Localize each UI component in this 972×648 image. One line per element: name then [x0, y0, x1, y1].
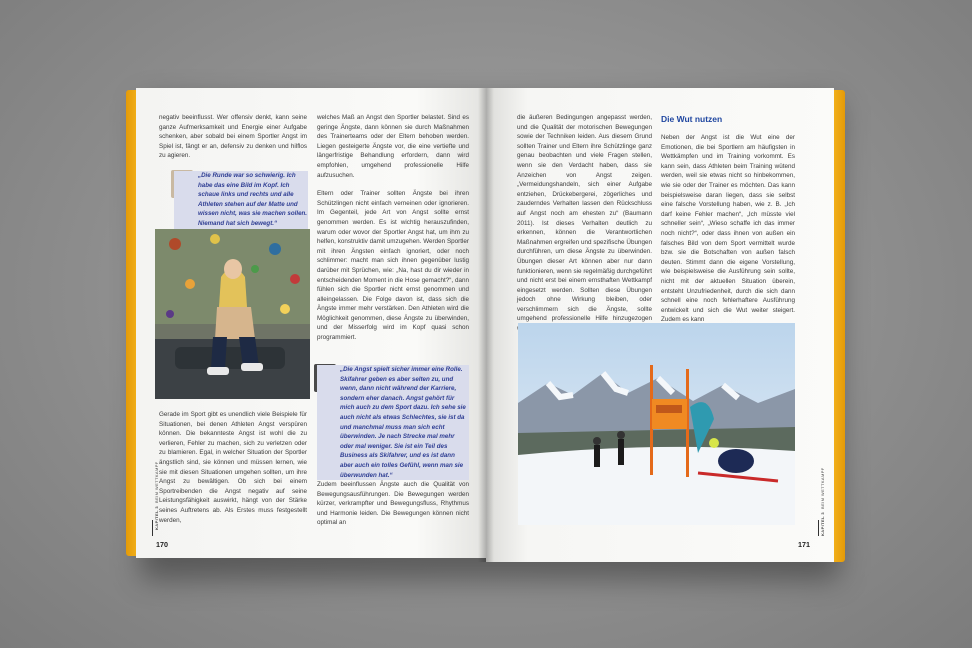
quote-text: „Die Runde war so schwierig. Ich habe das eine Bild im Kopf. Ich schaue links und rechts und alle Athleten stehen auf der Matte und wissen nicht, was sie machen sollen. Niemand hat sich bewegt.“ [198, 172, 308, 227]
quote-text: „Die Angst spielt sicher immer eine Rolle. Skifahrer geben es aber selten zu, und wenn, dann nicht während der Karriere, sondern eher danach. Angst gehört für mich auch zu dem Sport dazu. Ich sehe sie auch nicht als etwas Schlechtes, sie ist da und manchmal muss man sich echt überwinden. Je nach Strecke mal mehr oder mal weniger. Sie ist ein Teil des Business als Skifahrer, und es ist dann aber auch ein tolles Gefühl, wenn man sie überwunden hat.“ [340, 366, 466, 479]
running-head-right [820, 467, 825, 536]
right-col2 [661, 133, 795, 334]
chapter-title: BEIM WETTKAMPF [154, 461, 159, 503]
paragraph: Zudem beeinflussen Ängste auch die Qualität von Bewegungsausführungen. Die Bewegungen werden kürzer, verkrampfter und Bewegungsfluss, Rhythmus und Harmonie leiden. Die Bewegungen können nicht optimal an [317, 481, 469, 527]
chapter-label: KAPITEL 3 [154, 506, 159, 530]
paragraph: negativ beeinflusst. Wer offensiv denkt, kann seine ganze Aufmerksamkeit und Energie einer Aufgabe schenken, aber sobald bei einem Sportler Angst im Spiel ist, fängt er an, defensiv zu denken und hilflos zu agieren. [159, 114, 307, 160]
page-number-rule [818, 520, 819, 536]
ski-race-photo [518, 323, 795, 525]
paragraph: Neben der Angst ist die Wut eine der Emotionen, die bei Sportlern am häufigsten in Wettkämpfen und im Training vorkommt. Es kann sein, dass Athleten beim Training wütend werden, weil sie etwas nicht so hinbekommen, wie sie oder der Trainer es möchten. Das kann beispielsweise daran liegen, dass sie selbst eine falsche Vorstellung haben, wie z. B. „Ich darf keine Fehler machen“, „Ich müsste viel schneller sein“, „Wieso schaffe ich das immer noch nicht?“, oder dass ihnen von außen ein falsches Bild von dem Sport vermittelt wurde bzw. sie die Botschaften von außen falsch deuten. Stimmt dann die eigene Vorstellung, wie beispielsweise die Ausführung sein sollte, nicht mit der aktuellen Situation überein, entsteht Unzufriedenheit, durch die sich dann schnell eine noch fehlerhaftere Ausführung entwickelt und sich die Wut weiter steigert. Zudem es kann [661, 134, 795, 324]
left-col2-bottom [317, 480, 469, 537]
chapter-label: KAPITEL 3 [820, 512, 825, 536]
paragraph: die äußeren Bedingungen angepasst werden, und die Qualität der motorischen Bewegungen sowie der Techniken leiden. Aus diesem Grund sollten Trainer und Eltern ihre Schützlinge ganz genau beobachten und viele Fragen stellen, wenn sie den Verdacht haben, dass sie Anzeichen von Angst zeigen. „Vermeidungshandeln, sich einer Aufgabe entziehen, Drückebergerei, zögerliches und zauderndes Verhalten lassen den Rückschluss auf Angst noch am ehesten zu“ (Baumann 2011). Ist dieses Verhalten deutlich zu erkennen, können die Verantwortlichen Maßnahmen ergreifen und spezifische Übungen durchführen, um diese Ängste zu überwinden. Übungen dieser Art können aber nur dann funktionieren, wenn sie regelmäßig durchgeführt und nicht erst bei einem ernsthaften Wettkampf eingesetzt werden. Sollten diese Übungen jedoch ohne Wirkung bleiben, oder verschlimmern sich die Ängste, sollte umgehend professionelle Hilfe hinzugezogen [517, 114, 652, 323]
page-number: 170 [156, 540, 168, 549]
paragraph: Gerade im Sport gibt es unendlich viele Beispiele für Situationen, bei denen Athleten Angst verspüren können. Die bekannteste Angst ist wohl die zu verlieren, Fehler zu machen, sich zu verletzen oder zu blamieren. Egal, in welcher Situation der Sportler ängstlich sind, sie können und müssen lernen, wie sie mit diesen Situationen umgehen sollten, um ihre Angst zu bewältigen. Ob sich bei einem Sportreibenden die Angst negativ auf seine Leistungsfähigkeit auswirkt, hängt von der Stärke seines Auftretens ab. Als Erstes muss festgestellt werden, [159, 411, 307, 524]
left-col1-top [159, 113, 307, 170]
chapter-title: BEIM WETTKAMPF [820, 467, 825, 509]
section-heading: Die Wut nutzen [661, 114, 723, 124]
climbing-photo [155, 229, 310, 399]
book-gutter [478, 88, 494, 562]
left-col2 [317, 113, 469, 352]
paragraph: Eltern oder Trainer sollten Ängste bei ihren Schützlingen nicht einfach verneinen oder ignorieren. Im Gegenteil, jede Art von Angst sollte ernst genommen werden. Es ist wichtig herauszufinden, warum oder wovor der Sportler Angst hat, um ihm zu helfen, konstruktiv damit umzugehen. Werden Sportler mit ihren Ängsten einfach ignoriert, oder noch schlimmer: macht man sich ihnen gegenüber lustig darüber mit Sprüchen, wie: „Na, hast du dir wieder in entscheidenden Moment in die Hose gemacht?“, dann fühlen sich die Sportler nicht ernst genommen und alleingelassen. Die Folge davon ist, dass sich die Ängste immer mehr verstärken. Den Athleten wird die Möglichkeit genommen, diese Ängste zu überwinden, und der Misserfolg wird im Kopf quasi schon programmiert. [317, 190, 469, 342]
quote-box-2 [317, 365, 469, 480]
right-col1 [517, 113, 652, 343]
paragraph: welches Maß an Angst den Sportler belastet. Sind es geringe Ängste, dann können sie durch Maßnahmen des Trainerteams oder der Eltern behoben werden. Liegen gesteigerte Ängste vor, die eine vertiefte und längerfristige Behandlung erfordern, dann wird empfohlen, umgehend professionelle Hilfe aufzusuchen. [317, 114, 469, 179]
quote-box-1 [174, 171, 308, 229]
page-number: 171 [798, 540, 810, 549]
page-number-rule [152, 520, 153, 536]
left-col1-bottom [159, 410, 307, 534]
running-head-left [154, 461, 159, 530]
